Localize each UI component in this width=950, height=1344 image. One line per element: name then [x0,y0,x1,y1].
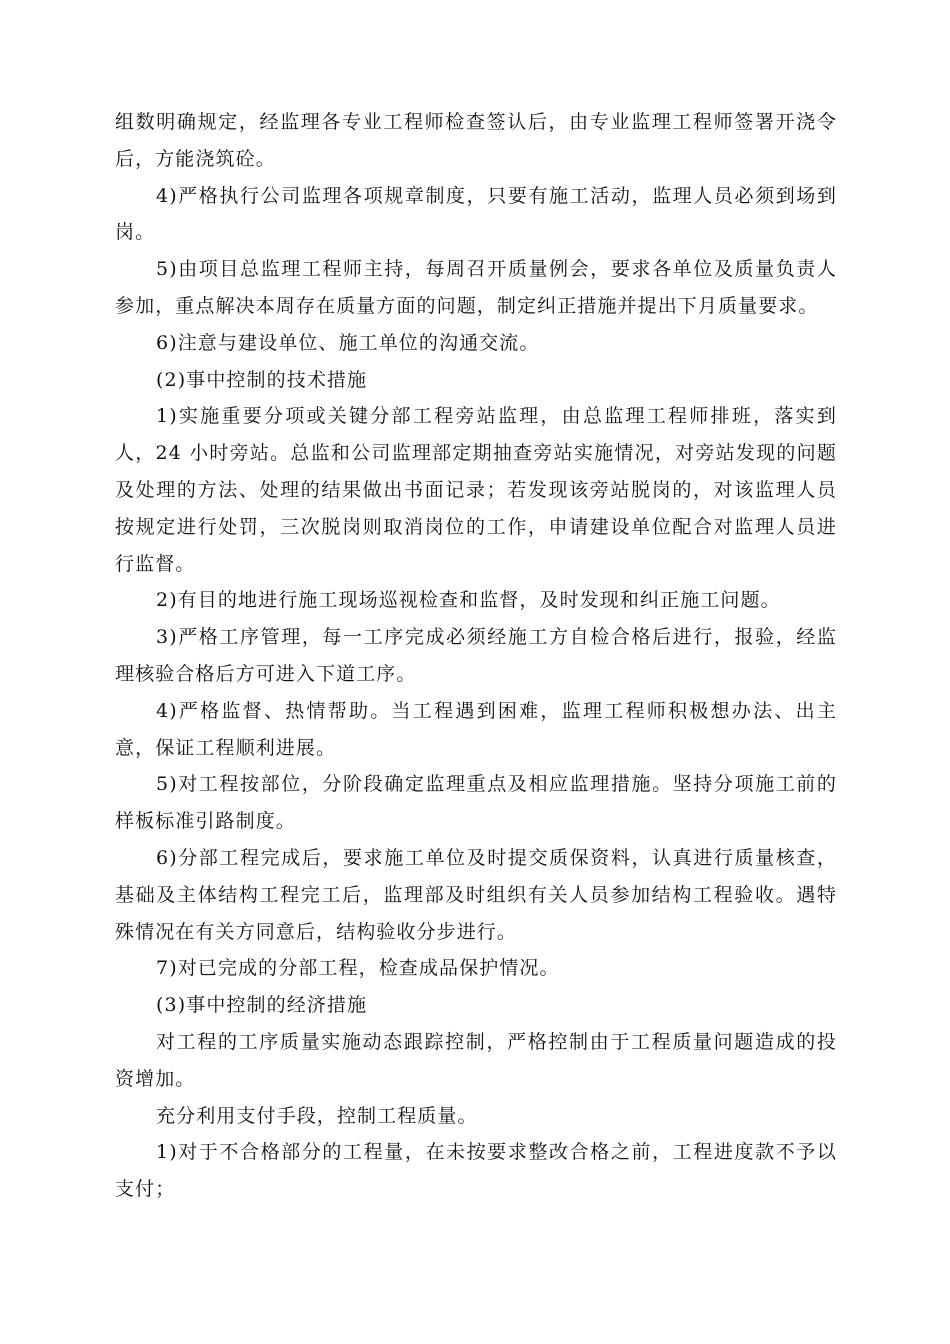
section-heading: (3)事中控制的经济措施 [156,994,368,1017]
paragraph: 组数明确规定，经监理各专业工程师检查签认后，由专业监理工程师签署开浇令后，方能浇筑砼。 [115,111,837,170]
paragraph: 1)实施重要分项或关键分部工程旁站监理，由总监理工程师排班，落实到人，24 小时旁站。总监和公司监理部定期抽查旁站实施情况，对旁站发现的问题及处理的方法、处理的结果做出书面记录；若发现该旁站脱岗的，对该监理人员按规定进行处罚，三次脱岗则取消岗位的工作，申请建设单位配合对监理人员进行监督。 [115,405,837,575]
paragraph: 4)严格执行公司监理各项规章制度，只要有施工活动，监理人员必须到场到岗。 [115,184,837,244]
paragraph: 5)由项目总监理工程师主持，每周召开质量例会，要求各单位及质量负责人参加，重点解决本周存在质量方面的问题，制定纠正措施并提出下月质量要求。 [115,258,837,317]
paragraph: 2)有目的地进行施工现场巡视检查和监督，及时发现和纠正施工问题。 [156,589,781,612]
paragraph: 3)严格工序管理，每一工序完成必须经施工方自检合格后进行，报验，经监理核验合格后方可进入下道工序。 [115,626,837,685]
paragraph: 1)对于不合格部分的工程量，在未按要求整改合格之前，工程进度款不予以支付； [115,1141,837,1201]
document-body [115,104,837,1208]
paragraph: 5)对工程按部位，分阶段确定监理重点及相应监理措施。坚持分项施工前的样板标准引路制度。 [115,773,837,833]
paragraph: 6)注意与建设单位、施工单位的沟通交流。 [156,331,540,354]
paragraph: 对工程的工序质量实施动态跟踪控制，严格控制由于工程质量问题造成的投资增加。 [115,1030,837,1090]
paragraph: 6)分部工程完成后，要求施工单位及时提交质保资料，认真进行质量核查，基础及主体结构工程完工后，监理部及时组织有关人员参加结构工程验收。遇特殊情况在有关方同意后，结构验收分步进行。 [115,846,837,943]
section-heading: (2)事中控制的技术措施 [156,368,368,391]
paragraph: 7)对已完成的分部工程，检查成品保护情况。 [156,957,560,980]
paragraph: 充分利用支付手段，控制工程质量。 [156,1104,478,1127]
paragraph: 4)严格监督、热情帮助。当工程遇到困难，监理工程师积极想办法、出主意，保证工程顺利进展。 [115,699,837,759]
